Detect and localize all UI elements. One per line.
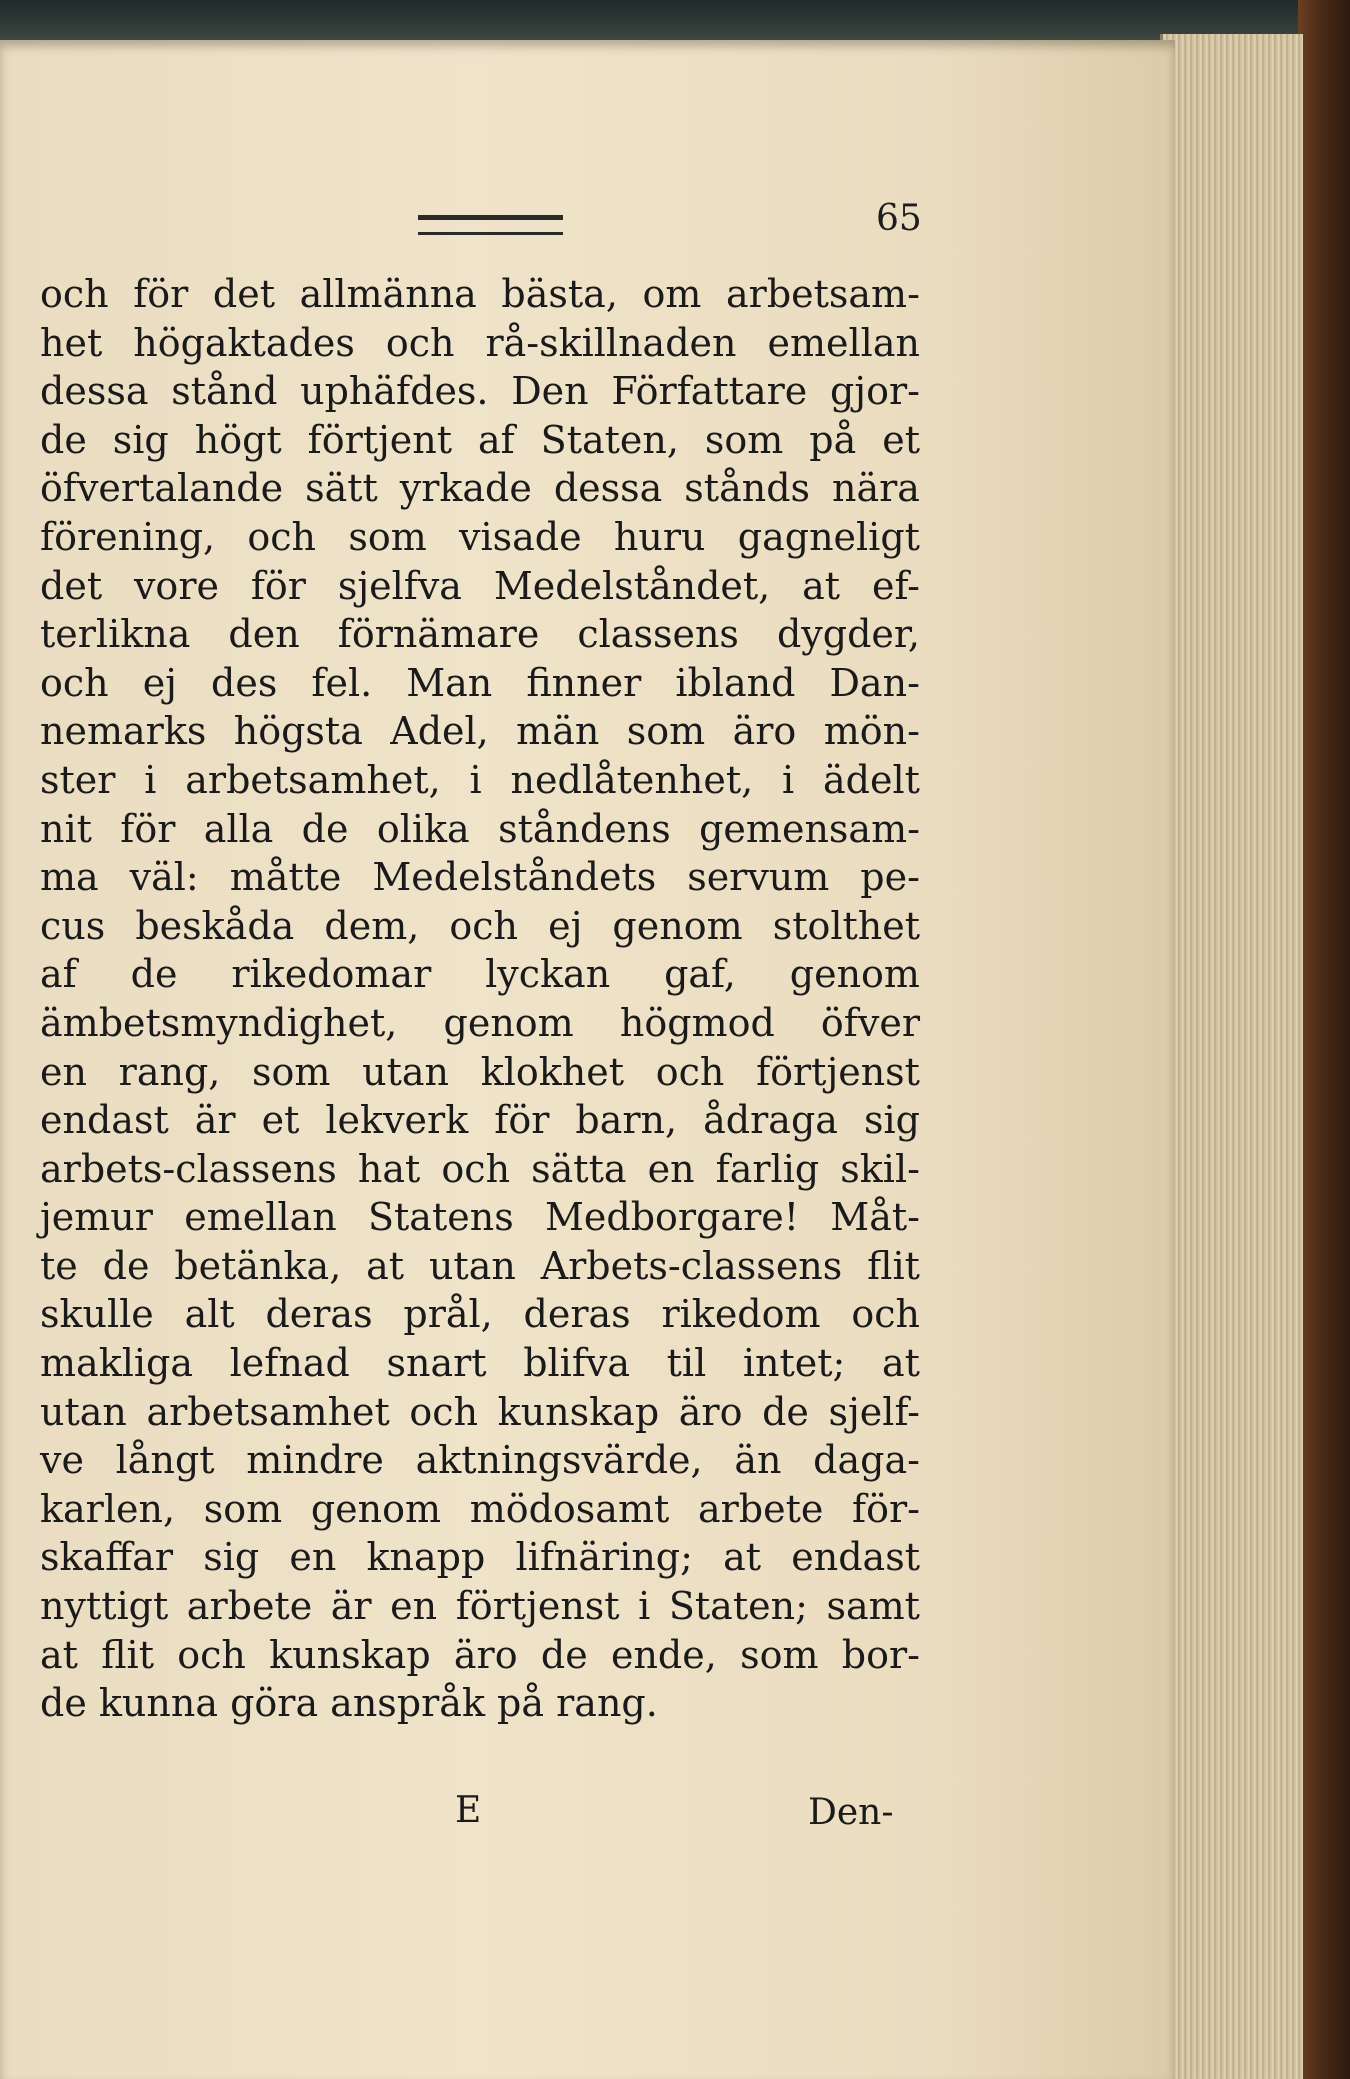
signature-mark: E xyxy=(455,1790,482,1831)
catchword: Den- xyxy=(808,1792,894,1833)
text-line: ve långt mindre aktningsvärde, än daga- xyxy=(40,1438,920,1483)
text-line: te de betänka, at utan Arbets-classens flit xyxy=(40,1243,920,1288)
text-line: makliga lefnad snart blifva til intet; at xyxy=(40,1341,920,1386)
text-line: karlen, som genom mödosamt arbete för- xyxy=(40,1486,920,1531)
text-line: nyttigt arbete är en förtjenst i Staten; samt xyxy=(40,1584,920,1629)
text-line: de kunna göra anspråk på rang. xyxy=(40,1681,658,1726)
text-line: ster i arbetsamhet, i nedlåtenhet, i ädelt xyxy=(40,757,920,802)
page-edges xyxy=(1160,34,1303,2079)
text-line: förening, och som visade huru gagneligt xyxy=(40,514,920,559)
text-line: skaffar sig en knapp lifnäring; at endast xyxy=(40,1535,920,1580)
text-line: nemarks högsta Adel, män som äro mön- xyxy=(40,709,920,754)
text-line: det vore för sjelfva Medelståndet, at ef- xyxy=(40,563,920,608)
text-line: terlikna den förnämare classens dygder, xyxy=(40,612,920,657)
text-line: och ej des fel. Man finner ibland Dan- xyxy=(40,660,920,705)
text-line: en rang, som utan klokhet och förtjenst xyxy=(40,1049,920,1094)
text-line: arbets-classens hat och sätta en farlig skil- xyxy=(40,1146,920,1191)
body-text xyxy=(40,270,920,1728)
text-line: ma väl: måtte Medelståndets servum pe- xyxy=(40,855,920,900)
text-line: endast är et lekverk för barn, ådraga sig xyxy=(40,1098,920,1143)
text-line: cus beskåda dem, och ej genom stolthet xyxy=(40,903,920,948)
page-number: 65 xyxy=(876,198,922,239)
text-line: och för det allmänna bästa, om arbetsam- xyxy=(40,272,920,316)
text-line: utan arbetsamhet och kunskap äro de sjelf- xyxy=(40,1389,920,1434)
text-line: at flit och kunskap äro de ende, som bor- xyxy=(40,1632,920,1677)
text-line: het högaktades och rå-skillnaden emellan xyxy=(40,320,920,365)
text-line: af de rikedomar lyckan gaf, genom xyxy=(40,952,920,997)
header-rule xyxy=(418,215,563,235)
book-cover-edge xyxy=(1298,0,1350,2079)
text-line: öfvertalande sätt yrkade dessa stånds nära xyxy=(40,466,920,511)
text-line: dessa stånd uphäfdes. Den Författare gjor- xyxy=(40,369,920,414)
text-line: jemur emellan Statens Medborgare! Måt- xyxy=(40,1195,920,1240)
text-line: skulle alt deras prål, deras rikedom och xyxy=(40,1292,920,1337)
text-line: de sig högt förtjent af Staten, som på et xyxy=(40,417,920,462)
text-line: ämbetsmyndighet, genom högmod öfver xyxy=(40,1000,920,1045)
text-line: nit för alla de olika ståndens gemensam- xyxy=(40,806,920,851)
